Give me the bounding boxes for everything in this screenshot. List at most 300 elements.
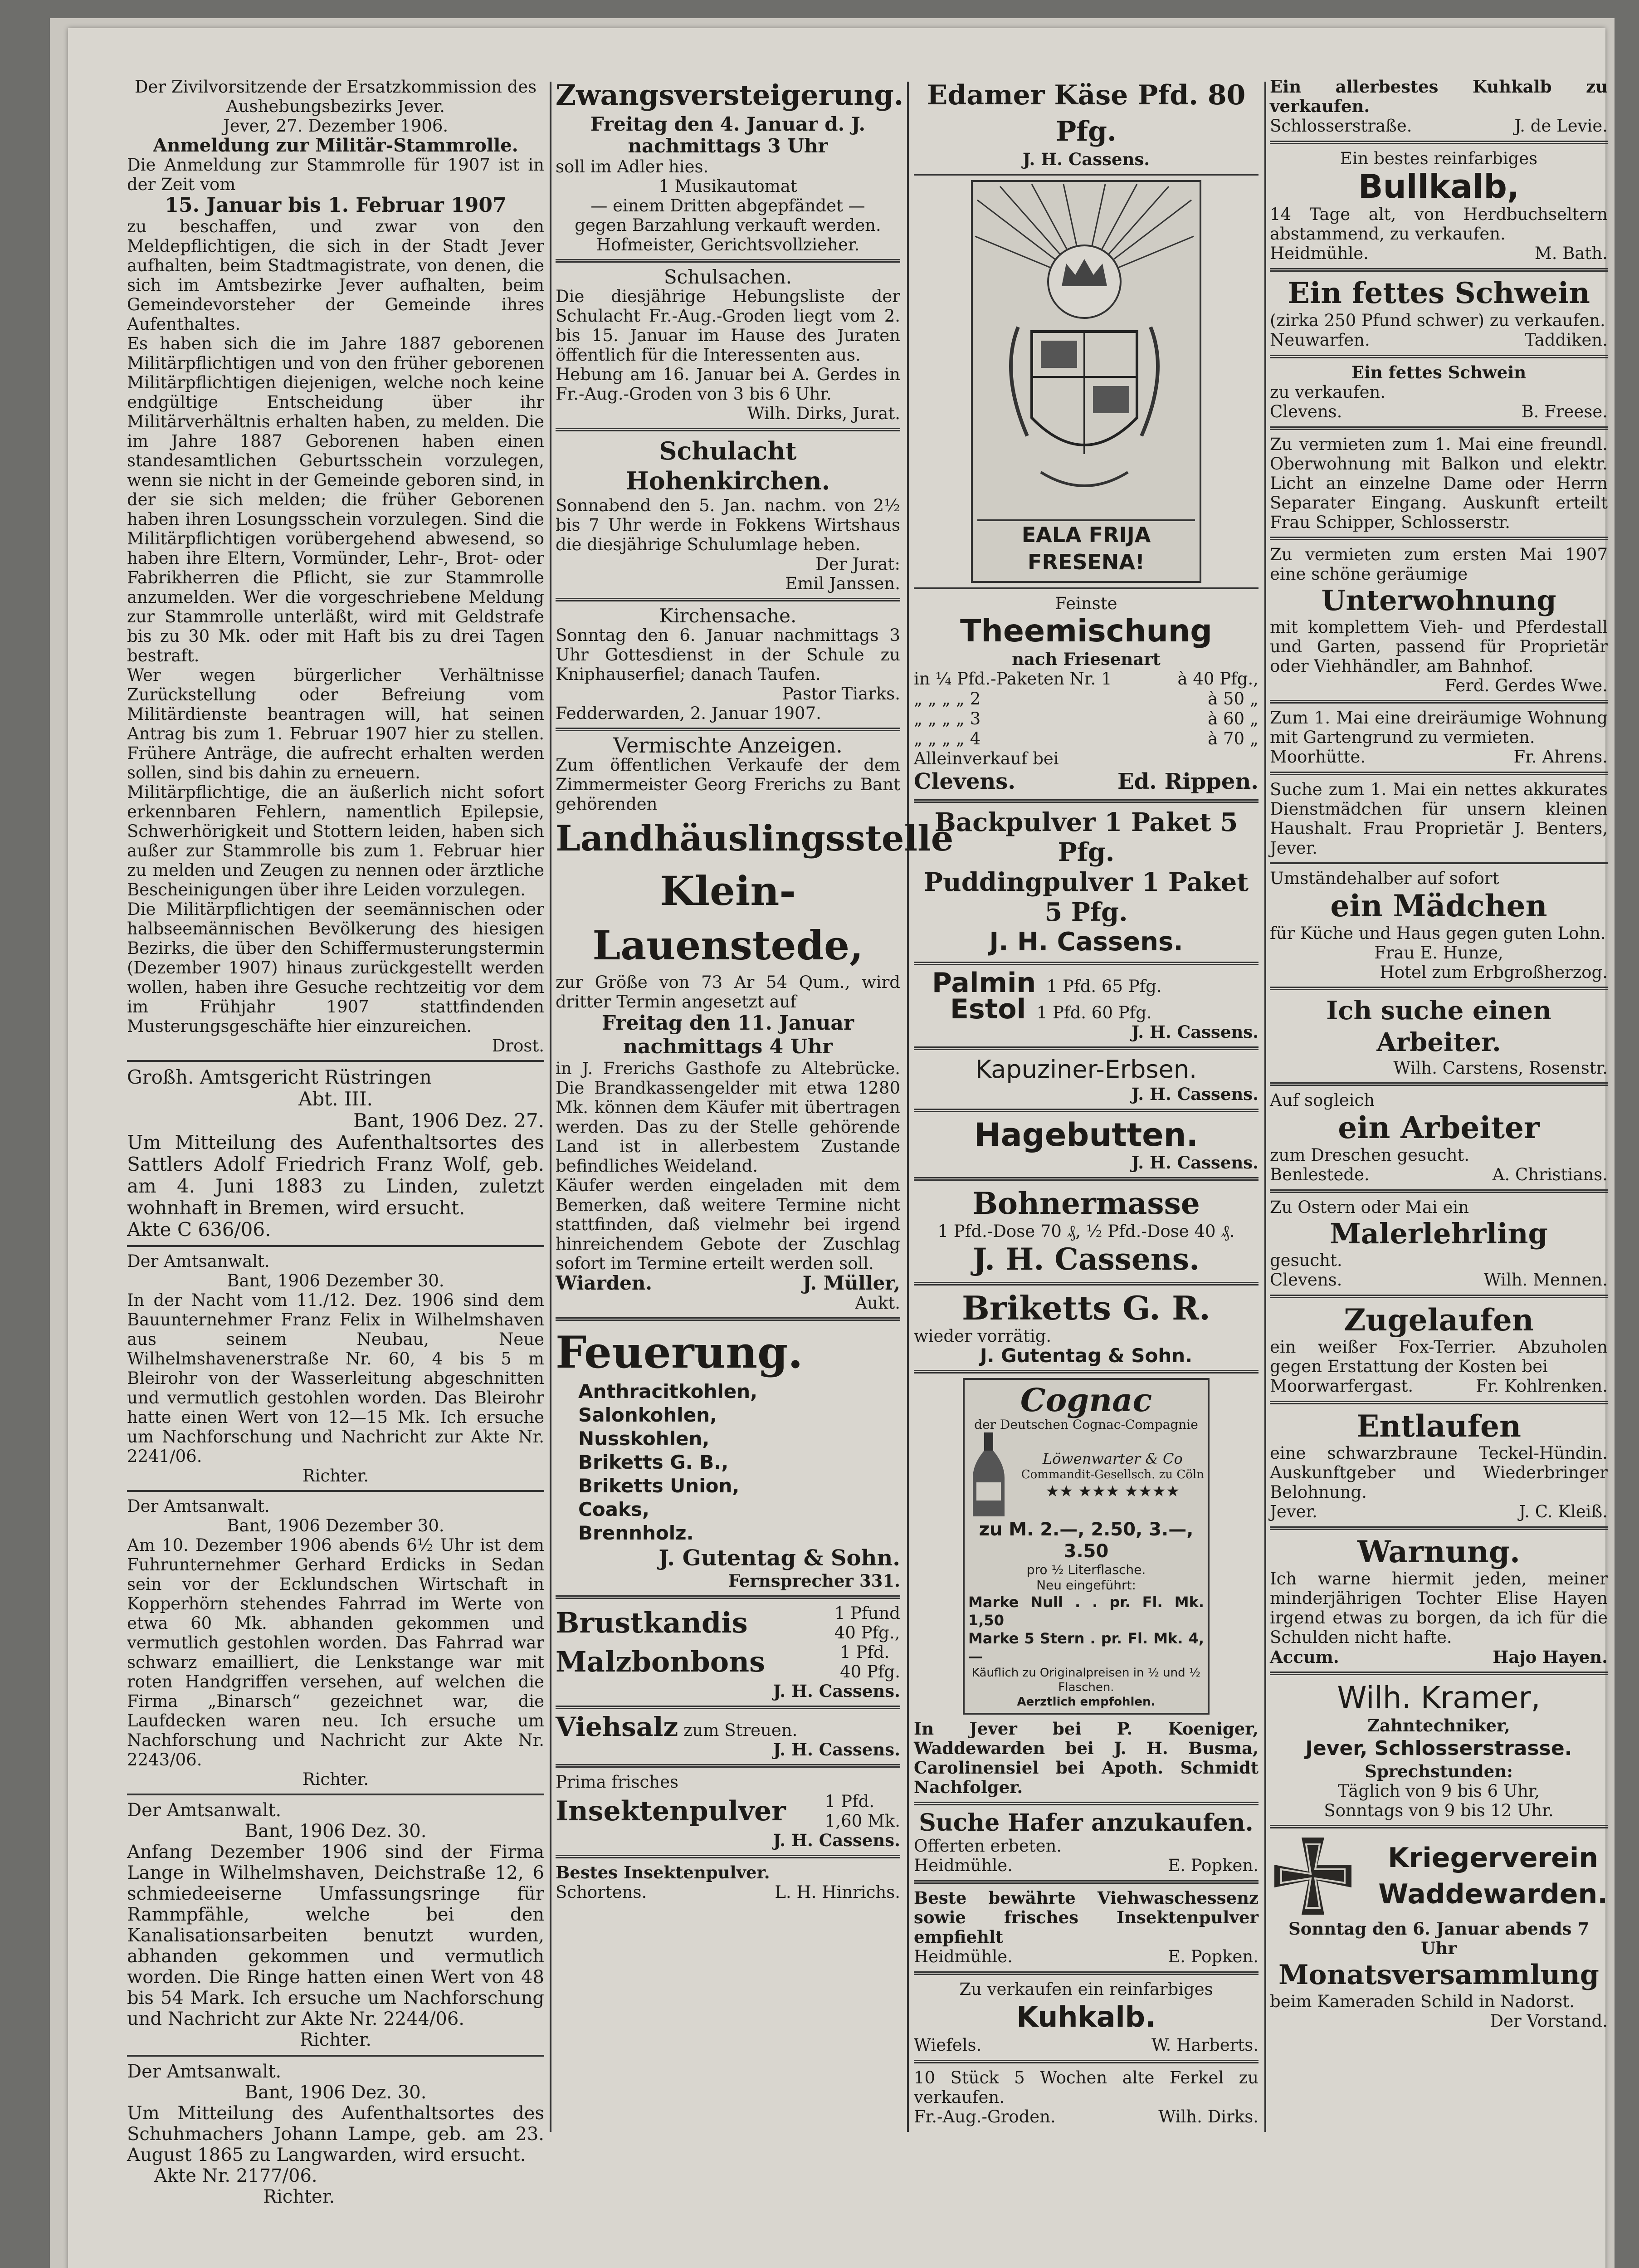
notice-sign: Richter.	[299, 2029, 372, 2050]
ad-title: Malerlehrling	[1330, 1217, 1548, 1250]
zugelaufen-ad	[1270, 1303, 1608, 1396]
product-name: Puddingpulver 1 Paket 5 Pfg.	[923, 867, 1249, 927]
divider	[1270, 1295, 1608, 1298]
sign-left: Schlosserstraße.	[1270, 116, 1412, 136]
sign-left: Clevens.	[1270, 402, 1342, 421]
sign-right: E. Popken.	[1168, 1947, 1259, 1966]
firm-name: J. H. Cassens.	[1022, 149, 1150, 169]
notice-date: Bant, 1906 Dezember 30.	[227, 1271, 444, 1290]
row-price: à 50 „	[1208, 689, 1259, 709]
ad-line: soll im Adler hies.	[556, 157, 709, 176]
cognac-sub: der Deutschen Cognac-Compagnie	[974, 1417, 1198, 1432]
sign-left: Fr.-Aug.-Groden.	[914, 2107, 1056, 2126]
firm-name: J. H. Cassens.	[1131, 1022, 1259, 1042]
ad-signature	[1270, 1647, 1608, 1667]
column-1	[127, 77, 544, 2207]
product-name: Insektenpulver	[556, 1795, 786, 1827]
sign-right: Wilh. Mennen.	[1483, 1270, 1608, 1290]
product-name: Brustkandis	[556, 1606, 748, 1639]
ad-sign: Hofmeister, Gerichtsvollzieher.	[596, 235, 860, 254]
product-name: Backpulver 1 Paket 5 Pfg.	[934, 807, 1238, 867]
viehwasch-ad	[914, 1888, 1259, 1967]
list-item: Briketts Union,	[578, 1475, 740, 1497]
product-name: Bestes Insektenpulver.	[556, 1862, 770, 1882]
ad-line: gegen Barzahlung verkauft werden.	[575, 215, 881, 235]
pre: Zu verkaufen ein reinfarbiges	[959, 1980, 1213, 1999]
cognac-k2: Aerztlich empfohlen.	[1017, 1695, 1156, 1709]
ersatz-p3: Es haben sich die im Jahre 1887 geborenen Militärpflichtigen und von den früher geborenen Militärpflichtigen diejenigen, welche noch keine endgültige Entscheidung über ihr Militärverhältnis erhalten haben, zu melden. Die im Jahre 1887 Geborenen haben einen standesamtlichen Geburtsschein vorzulegen, wenn sie nicht in der Gemeinde geboren sind, in der sie sich melden; die früher Geborenen haben ihren Losungsschein vorzulegen. Sind die Militärpflichtigen vorübergehend abwesend, so haben ihre Eltern, Vormünder, Lehr-, Brot- oder Fabrikherren die Pflicht, sie zur Stammrolle anzumelden. Wer die vorgeschriebene Meldung zur Stammrolle unterläßt, wird mit Geldstrafe bis zu 30 Mk. oder mit Haft bis zu drei Tagen bestraft.	[127, 334, 544, 665]
ad-text: Die diesjährige Hebungsliste der Schulacht Fr.-Aug.-Groden liegt vom 2. bis 15. Januar im Hause des Juraten öffentlich für die Interessenten aus.	[556, 287, 900, 365]
ad-title: Zwangsversteigerung.	[556, 78, 904, 112]
sign-right: Taddiken.	[1525, 330, 1608, 350]
brustkandis-ad	[556, 1603, 900, 1701]
amtsgericht-head1: Großh. Amtsgericht Rüstringen	[127, 1066, 432, 1088]
ersatz-title: Anmeldung zur Militär-Stammrolle.	[153, 135, 518, 156]
ad-sign: Wilh. Carstens, Rosenstr.	[1393, 1058, 1608, 1078]
ad-title: Entlaufen	[1356, 1408, 1521, 1444]
divider	[1270, 1526, 1608, 1530]
ad-sign: Hotel zum Erbgroßherzog.	[1380, 963, 1608, 982]
sign-right: B. Freese.	[1521, 402, 1608, 421]
divider	[1270, 1672, 1608, 1675]
ad-title: Wilh. Kramer,	[1337, 1680, 1541, 1715]
notice-head: Der Amtsanwalt.	[127, 1496, 270, 1516]
briketts-ad	[914, 1290, 1259, 1365]
divider	[556, 1764, 900, 1768]
malerlehrling-ad	[1270, 1198, 1608, 1290]
notice-text: Anfang Dezember 1906 sind der Firma Lange in Wilhelmshaven, Deichstraße 12, 6 schmiedeeiserne Umfassungsringe für Rammpfähle, welche bei den Kanalisationsarbeiten benutzt wurden, abhanden gekommen und vermutlich worden. Die Ringe hatten einen Wert von 48 bis 54 Mark. Ich ersuche um Nachforschung und Nachricht zur Akte Nr. 2244/06.	[127, 1842, 544, 2029]
cognac-dealers: In Jever bei P. Koeniger, Waddewarden bei J. H. Busma, Carolinensiel bei Apoth. Schmidt Nachfolger.	[914, 1719, 1259, 1797]
ad-sign: Emil Janssen.	[785, 574, 900, 593]
sign-left: Moorhütte.	[1270, 747, 1366, 767]
column-rule	[1264, 82, 1266, 2132]
kirchensache-ad	[556, 606, 900, 723]
ersatz-notice	[127, 77, 544, 1056]
pre: Zu Ostern oder Mai ein	[1270, 1198, 1469, 1217]
product-price: 1 Pfd. 65 Pfg.	[1046, 977, 1162, 996]
dreiraum-ad	[1270, 708, 1608, 767]
divider	[556, 728, 900, 731]
iron-cross-icon	[1270, 1833, 1356, 1919]
sign-right: J. Müller,	[802, 1272, 900, 1294]
sign-left: Heidmühle.	[914, 1856, 1013, 1875]
sign-right: Fr. Ahrens.	[1513, 747, 1608, 767]
product-price: 1 Pfd.-Dose 70 ₰, ½ Pfd.-Dose 40 ₰.	[937, 1222, 1235, 1241]
divider	[914, 1880, 1259, 1884]
ad-date: Fedderwarden, 2. Januar 1907.	[556, 704, 821, 723]
divider	[556, 1855, 900, 1858]
ad-signature	[556, 1882, 900, 1902]
divider	[1270, 987, 1608, 990]
fresena-motto: EALA FRIJA FRESENA!	[977, 519, 1195, 576]
row-price: à 60 „	[1208, 709, 1259, 728]
ad-title: Schulacht Hohenkirchen.	[625, 436, 830, 495]
sign-left: Neuwarfen.	[1270, 330, 1370, 350]
ad-signature	[1270, 116, 1608, 136]
ad-sign: Pastor Tiarks.	[782, 684, 900, 704]
ad-text: Käufer werden eingeladen mit dem Bemerken, daß weitere Termine nicht stattfinden, daß vielmehr bei irgend hinreichendem Gebote der Zuschlag sofort im Termine erteilt werden soll.	[556, 1176, 900, 1273]
ad-title: Zugelaufen	[1344, 1302, 1534, 1338]
ad-text: Zu vermieten zum 1. Mai eine freundl. Oberwohnung mit Balkon und elektr. Licht an einzelne Dame oder Herrn Separater Eingang. Auskunft erteilt Frau Schipper, Schlosserstr.	[1270, 435, 1608, 532]
product-line	[556, 1711, 900, 1742]
coat-of-arms-icon	[973, 182, 1196, 518]
unterwohnung-ad	[1270, 545, 1608, 695]
ad-text: Zum 1. Mai eine dreiräumige Wohnung mit Gartengrund zu vermieten.	[1270, 708, 1608, 747]
sign-left: Wiefels.	[914, 2035, 982, 2055]
notice-date: Bant, 1906 Dez. 30.	[244, 2082, 427, 2103]
row-label: „ „ „ „ 3	[914, 709, 981, 728]
row-price: à 40 Pfg.,	[1177, 669, 1259, 689]
product-name: Hagebutten.	[974, 1116, 1199, 1154]
amtsgericht-notice	[127, 1066, 544, 1241]
ad-sign: Der Vorstand.	[1490, 2011, 1608, 2031]
ad-text: zur Größe von 73 Ar 54 Qum., wird dritter Termin angesetzt auf	[556, 973, 900, 1012]
sign-right: J. C. Kleiß.	[1519, 1502, 1608, 1521]
ersatz-p1: Die Anmeldung zur Stammrolle für 1907 ist in der Zeit vom	[127, 155, 544, 194]
ad-title: Kriegerverein	[1388, 1842, 1599, 1874]
divider	[1270, 1189, 1608, 1193]
ad-title: Kirchensache.	[659, 605, 797, 627]
ad-title: Feuerung.	[556, 1327, 803, 1378]
product-name: Estol	[950, 993, 1026, 1025]
divider	[556, 259, 900, 263]
list-item: Brennholz.	[578, 1522, 694, 1544]
notice-date: Bant, 1906 Dez. 30.	[244, 1821, 427, 1842]
sign-right: E. Popken.	[1168, 1856, 1259, 1875]
firm-name: J. Gutentag & Sohn.	[659, 1545, 900, 1571]
arbeiter-ad-2	[1270, 1090, 1608, 1185]
sign-left: Moorwarfergast.	[1270, 1376, 1414, 1396]
ad-title: Warnung.	[1357, 1534, 1520, 1569]
ad-text: 14 Tage alt, von Herdbuchseltern abstammend, zu verkaufen.	[1270, 205, 1608, 244]
qty: 1 Pfd.	[824, 1792, 875, 1811]
notice-head: Der Amtsanwalt.	[127, 2061, 282, 2082]
product-name: Kapuziner-Erbsen.	[975, 1055, 1197, 1084]
cognac-prices: zu M. 2.—, 2.50, 3.—, 3.50	[979, 1519, 1194, 1562]
ferkel-ad	[914, 2068, 1259, 2127]
ad-text: Ein allerbestes Kuhkalb zu verkaufen.	[1270, 77, 1608, 116]
row-label: in ¼ Pfd.-Paketen Nr. 1	[914, 669, 1112, 689]
amtsanwalt-notice-2	[127, 1496, 544, 1789]
ad-title: Suche Hafer anzukaufen.	[919, 1809, 1254, 1837]
warnung-ad	[1270, 1535, 1608, 1667]
firm-name: J. H. Cassens.	[972, 1242, 1200, 1277]
pre: Auf sogleich	[1270, 1090, 1375, 1110]
ad-sign: Frau E. Hunze,	[1374, 943, 1503, 963]
insektenpulver-ad	[556, 1772, 900, 1850]
ersatz-header: Der Zivilvorsitzende der Ersatzkommission des Aushebungsbezirks Jever.	[134, 77, 537, 116]
sub: nach Friesenart	[1012, 649, 1161, 669]
price-row	[914, 669, 1259, 689]
notice-sign: Richter.	[302, 1769, 369, 1789]
amtsgericht-date: Bant, 1906 Dez. 27.	[353, 1110, 544, 1132]
product-row	[556, 1792, 900, 1831]
ad-text: Täglich von 9 bis 6 Uhr,	[1337, 1781, 1540, 1801]
divider	[914, 1177, 1259, 1181]
divider	[1270, 141, 1608, 144]
section-title: Vermischte Anzeigen.	[613, 733, 843, 758]
notice-text: Am 10. Dezember 1906 abends 6½ Uhr ist dem Fuhrunternehmer Gerhard Erdicks in Sedan sein vor der Ecklundschen Wirtschaft in Kopperhörn stehendes Fahrrad im Werte von etwa 60 Mk. abhanden gekommen und vermutlich gestohlen worden. Das Fahrrad war schwarz emailliert, die Lenkstange war mit roten Handgriffen versehen, auf welchen die Firma „Binarsch“ gezeichnet war, die Laufdecken waren neu. Ich ersuche um Nachforschung und Nachricht zur Akte Nr. 2243/06.	[127, 1535, 544, 1769]
kriegerverein-ad	[1270, 1833, 1608, 2031]
sign-right: L. H. Hinrichs.	[775, 1882, 900, 1902]
product-name: Malzbonbons	[556, 1645, 766, 1678]
schwein-ad-2	[1270, 363, 1608, 422]
firm-tel: Fernsprecher 331.	[728, 1571, 900, 1591]
arbeiter-ad-1	[1270, 995, 1608, 1078]
product-qty	[834, 1603, 900, 1642]
bottle-icon	[968, 1432, 1009, 1519]
ad-title: ein Mädchen	[1330, 888, 1547, 924]
entlaufen-ad	[1270, 1409, 1608, 1522]
divider	[127, 1490, 544, 1492]
notice-date: Bant, 1906 Dezember 30.	[227, 1516, 444, 1535]
ad-signature	[1270, 1502, 1608, 1522]
krieger-title-block	[1378, 1840, 1608, 1912]
product-name: Briketts G. R.	[962, 1289, 1210, 1327]
divider	[1270, 268, 1608, 272]
amtsgericht-head2: Abt. III.	[298, 1088, 373, 1110]
cognac-firm2: Commandit-Gesellsch. zu Cöln	[1021, 1467, 1204, 1481]
product-desc: wieder vorrätig.	[914, 1326, 1052, 1346]
sign-left: Clevens.	[914, 769, 1016, 794]
amtsanwalt-notice-4	[127, 2061, 544, 2207]
sign-right: Hajo Hayen.	[1493, 1647, 1608, 1667]
ersatz-p4: Wer wegen bürgerlicher Verhältnisse Zurückstellung oder Befreiung vom Militärdienste beantragen will, hat seinen Antrag bis zum 1. Februar 1907 hier zu stellen. Frühere Anträge, die aufrecht erhalten werden sollen, sind bis dahin zu erneuern.	[127, 665, 544, 782]
qty: 1 Pfd.	[840, 1642, 890, 1662]
ad-text: für Küche und Haus gegen guten Lohn.	[1270, 924, 1606, 943]
ad-text: Sonnabend den 5. Jan. nachm. von 2½ bis 7 Uhr werde in Fokkens Wirtshaus die diesjährige Schulumlage heben.	[556, 496, 900, 554]
divider	[914, 962, 1259, 965]
landhaus-ad	[556, 733, 954, 1313]
price: 40 Pfg.,	[834, 1623, 900, 1642]
cognac-k1: Käuflich zu Originalpreisen in ½ und ½ Flaschen.	[971, 1666, 1201, 1694]
sign-right: Ed. Rippen.	[1117, 769, 1259, 794]
kapuziner-ad	[914, 1055, 1259, 1104]
ad-text: Suche zum 1. Mai ein nettes akkurates Dienstmädchen für unsern kleinen Haushalt. Frau Proprietär J. Benters, Jever.	[1270, 780, 1608, 858]
divider	[127, 2055, 544, 2057]
ad-signature	[1270, 1165, 1608, 1185]
cognac-body	[968, 1432, 1204, 1519]
divider	[914, 799, 1259, 803]
ad-title: Waddewarden.	[1378, 1878, 1608, 1910]
palmin-ad	[914, 967, 1259, 1042]
ad-text: 10 Stück 5 Wochen alte Ferkel zu verkaufen.	[914, 2068, 1259, 2107]
amtsgericht-akte: Akte C 636/06.	[127, 1218, 271, 1241]
feuerung-ad	[556, 1325, 900, 1591]
ad-text: Ich warne hiermit jeden, meiner minderjährigen Tochter Elise Hayen irgend etwas zu borgen, da ich für die Schulden nicht hafte.	[1270, 1569, 1608, 1647]
column-rule	[550, 82, 551, 2132]
divider	[914, 1282, 1259, 1286]
product-qty	[825, 1792, 900, 1831]
divider	[914, 587, 1259, 589]
ad-signature	[1270, 1376, 1608, 1396]
sign-right: Fr. Kohlrenken.	[1476, 1376, 1608, 1396]
divider	[127, 1060, 544, 1062]
cognac-marke-1: Marke Null . . pr. Fl. Mk. 1,50	[968, 1593, 1204, 1629]
ad-sub: Sprechstunden:	[1365, 1761, 1513, 1781]
cognac-firm: Löwenwarter & Co	[1042, 1450, 1183, 1467]
ad-line: — einem Dritten abgepfändet —	[590, 196, 865, 215]
price: 1,60 Mk.	[824, 1811, 900, 1831]
ad-sub: Jever, Schlosserstrasse.	[1305, 1737, 1572, 1760]
price: 40 Pfg.	[840, 1662, 900, 1681]
ad-text: ein weißer Fox-Terrier. Abzuholen gegen Erstattung der Kosten bei	[1270, 1337, 1608, 1376]
ad-text: Beste bewährte Viehwaschessenz sowie frisches Insektenpulver empfiehlt	[914, 1888, 1259, 1947]
pre: Feinste	[1055, 594, 1117, 613]
divider	[127, 1245, 544, 1247]
product-name: Viehsalz	[556, 1711, 678, 1742]
product-price: 1 Pfd. 60 Pfg.	[1036, 1003, 1152, 1022]
schwein-ad-1	[1270, 276, 1608, 350]
sole-seller: Alleinverkauf bei	[914, 749, 1059, 768]
price-row	[914, 709, 1259, 729]
ersatz-p5: Militärpflichtige, die an äußerlich nicht sofort erkennbaren Fehlern, namentlich Epilepsie, Schwerhörigkeit und Stottern leiden, haben sich außer zur Stammrolle bis zum 1. Februar hier zu melden und Zeugen zu nennen oder ärztliche Bescheinigungen über ihre Leiden vorzulegen.	[127, 782, 544, 899]
divider	[914, 1046, 1259, 1050]
firm-name: J. H. Cassens.	[989, 927, 1183, 957]
insektenpulver-ad-2	[556, 1863, 900, 1902]
krieger-header	[1270, 1833, 1608, 1919]
divider	[914, 1109, 1259, 1112]
stars-icon: ★★ ★★★ ★★★★	[1045, 1482, 1180, 1501]
sign-right-2: Aukt.	[855, 1293, 900, 1313]
ad-text: Offerten erbeten.	[914, 1836, 1062, 1856]
ad-line: 1 Musikautomat	[659, 176, 797, 196]
ad-signature	[1270, 747, 1608, 767]
list-item: Anthracitkohlen,	[578, 1380, 758, 1403]
ad-signature	[914, 1947, 1259, 1967]
row-price: à 70 „	[1208, 729, 1259, 748]
ad-signature	[556, 1273, 900, 1293]
cognac-neu: Neu eingeführt:	[1036, 1578, 1136, 1593]
fresena-emblem	[971, 180, 1201, 583]
product-name: Edamer Käse Pfd. 80 Pfg.	[927, 79, 1246, 147]
schulsachen-ad	[556, 267, 900, 423]
ad-text: beim Kameraden Schild in Nadorst.	[1270, 1992, 1575, 2011]
hohenkirchen-ad	[556, 436, 900, 593]
divider	[556, 1706, 900, 1709]
ad-sub: Zahntechniker,	[1367, 1716, 1510, 1735]
ersatz-p2: zu beschaffen, und zwar von den Meldepflichtigen, die sich in der Stadt Jever aufhalten, beim Stadtmagistrate, von denen, die sich im Amtsbezirke Jever aufhalten, beim Gemeindevorsteher der Gemeinde ihres Aufenthaltes.	[127, 217, 544, 334]
divider	[1270, 355, 1608, 358]
notice-akte: Akte Nr. 2177/06.	[154, 2165, 317, 2186]
divider	[914, 174, 1259, 176]
sign-right: J. de Levie.	[1514, 116, 1608, 136]
divider	[556, 1595, 900, 1599]
sign-left: Jever.	[1270, 1502, 1317, 1521]
cognac-ad	[963, 1378, 1210, 1715]
column-4	[1270, 77, 1608, 2146]
ad-text: Sonntag den 6. Januar nachmittags 3 Uhr Gottesdienst in der Schule zu Kniphauserfiel; danach Taufen.	[556, 626, 900, 684]
divider	[1270, 537, 1608, 540]
amtsanwalt-notice-1	[127, 1251, 544, 1486]
sign-left: Accum.	[1270, 1647, 1339, 1667]
product-desc: zum Streuen.	[683, 1721, 798, 1740]
ad-text: gesucht.	[1270, 1251, 1342, 1270]
ad-title: Bullkalb,	[1358, 167, 1520, 205]
ad-title: ein Arbeiter	[1338, 1110, 1540, 1145]
ad-signature	[1270, 330, 1608, 350]
product-name: Theemischung	[960, 613, 1212, 649]
firm-name: J. Gutentag & Sohn.	[980, 1344, 1193, 1367]
sign-left: Heidmühle.	[914, 1947, 1013, 1966]
kramer-ad	[1270, 1680, 1608, 1820]
row-label: „ „ „ „ 2	[914, 689, 981, 709]
pre: Prima frisches	[556, 1772, 678, 1792]
notice-head: Der Amtsanwalt.	[127, 1800, 282, 1821]
divider	[1270, 862, 1608, 864]
bohnermasse-ad	[914, 1185, 1259, 1277]
divider	[1270, 772, 1608, 775]
ad-sign: Ferd. Gerdes Wwe.	[1444, 676, 1608, 695]
bullkalb-ad	[1270, 149, 1608, 264]
viehsalz-ad	[556, 1711, 900, 1760]
ad-signature	[1270, 1270, 1608, 1290]
ad-title: Ein fettes Schwein	[1288, 276, 1590, 310]
firm-name: J. H. Cassens.	[773, 1740, 900, 1760]
sign-left: Benlestede.	[1270, 1165, 1370, 1184]
ersatz-p6: Die Militärpflichtigen der seemännischen oder halbseemännischen Bevölkerung des hiesigen Bezirks, die über den Schiffermusterungstermin (Dezember 1907) hinaus zurückgestellt werden wollen, haben ihre Gesuche rechtzeitig vor dem im Frühjahr 1907 stattfindenden Musterungsgeschäfte hier einzureichen.	[127, 899, 544, 1036]
maedchen-ad	[1270, 869, 1608, 982]
hafer-ad	[914, 1810, 1259, 1876]
ad-date: Freitag den 11. Januar nachmittags 4 Uhr	[601, 1012, 854, 1058]
ad-text: Sonntags von 9 bis 12 Uhr.	[1324, 1801, 1554, 1820]
ad-title: Kuhkalb.	[1016, 2000, 1156, 2033]
divider	[1270, 1825, 1608, 1828]
pre: Zu vermieten zum ersten Mai 1907 eine schöne geräumige	[1270, 545, 1608, 584]
notice-text: In der Nacht vom 11./12. Dez. 1906 sind dem Bauunternehmer Franz Felix in Wilhelmshaven aus seinem Neubau, Neue Wilhelmshavenerstraße Nr. 60, 4 bis 5 m Bleirohr von der Wasserleitung abgeschnitten und vermutlich gestohlen worden. Das Bleirohr hatte einen Wert von 12—15 Mk. Ich ersuche um Nachforschung und Nachricht zur Akte Nr. 2241/06.	[127, 1290, 544, 1466]
qty: 1 Pfund	[834, 1603, 900, 1623]
sign-right: W. Harberts.	[1151, 2035, 1259, 2055]
price-row	[914, 729, 1259, 749]
row-label: „ „ „ „ 4	[914, 729, 981, 748]
product-name: Palmin	[932, 967, 1036, 999]
list-item: Coaks,	[578, 1498, 649, 1520]
ad-text: in J. Frerichs Gasthofe zu Altebrücke. Die Brandkassengelder mit etwa 1280 Mk. können dem Käufer mit übertragen werden. Das zu der Stelle gehörende Land ist in allerbestem Zustande befindliches Weideland.	[556, 1059, 900, 1176]
kuhkalb-ad-2	[1270, 77, 1608, 136]
product-line	[914, 967, 1259, 999]
sign-left: Wiarden.	[556, 1272, 652, 1294]
ad-signature	[914, 768, 1259, 795]
dienstmaedchen-ad	[1270, 780, 1608, 858]
product-qty	[840, 1642, 900, 1681]
divider	[556, 428, 900, 431]
pre: Umständehalber auf sofort	[1270, 869, 1499, 888]
ad-text: Hebung am 16. Januar bei A. Gerdes in Fr.-Aug.-Groden von 3 bis 6 Uhr.	[556, 365, 900, 404]
firm-name: J. H. Cassens.	[773, 1681, 900, 1701]
divider	[1270, 426, 1608, 430]
ad-text: eine schwarzbraune Teckel-Hündin. Auskunftgeber und Wiederbringer Belohnung.	[1270, 1443, 1608, 1502]
ad-sign: Wilh. Dirks, Jurat.	[747, 404, 900, 423]
ad-text: mit komplettem Vieh- und Pferdestall und Garten, passend für Proprietär oder Viehhändler, am Bahnhof.	[1270, 617, 1608, 676]
firm-name: J. H. Cassens.	[773, 1830, 900, 1850]
cognac-title: Cognac	[1020, 1381, 1152, 1419]
divider	[914, 1370, 1259, 1374]
sign-left: Schortens.	[556, 1882, 647, 1902]
list-item: Salonkohlen,	[578, 1404, 717, 1426]
ad-text: zum Dreschen gesucht.	[1270, 1145, 1470, 1165]
divider	[914, 1971, 1259, 1975]
list-item: Briketts G. B.,	[578, 1451, 729, 1473]
ad-title: Ein fettes Schwein	[1351, 362, 1527, 382]
ad-signature	[1270, 402, 1608, 422]
notice-sign: Richter.	[263, 2186, 335, 2207]
divider	[1270, 1082, 1608, 1086]
sign-left: Heidmühle.	[1270, 244, 1369, 263]
product-line	[914, 993, 1259, 1025]
ad-title: Landhäuslingsstelle	[556, 818, 954, 859]
ersatz-sign: Drost.	[492, 1036, 544, 1056]
divider	[1270, 700, 1608, 704]
